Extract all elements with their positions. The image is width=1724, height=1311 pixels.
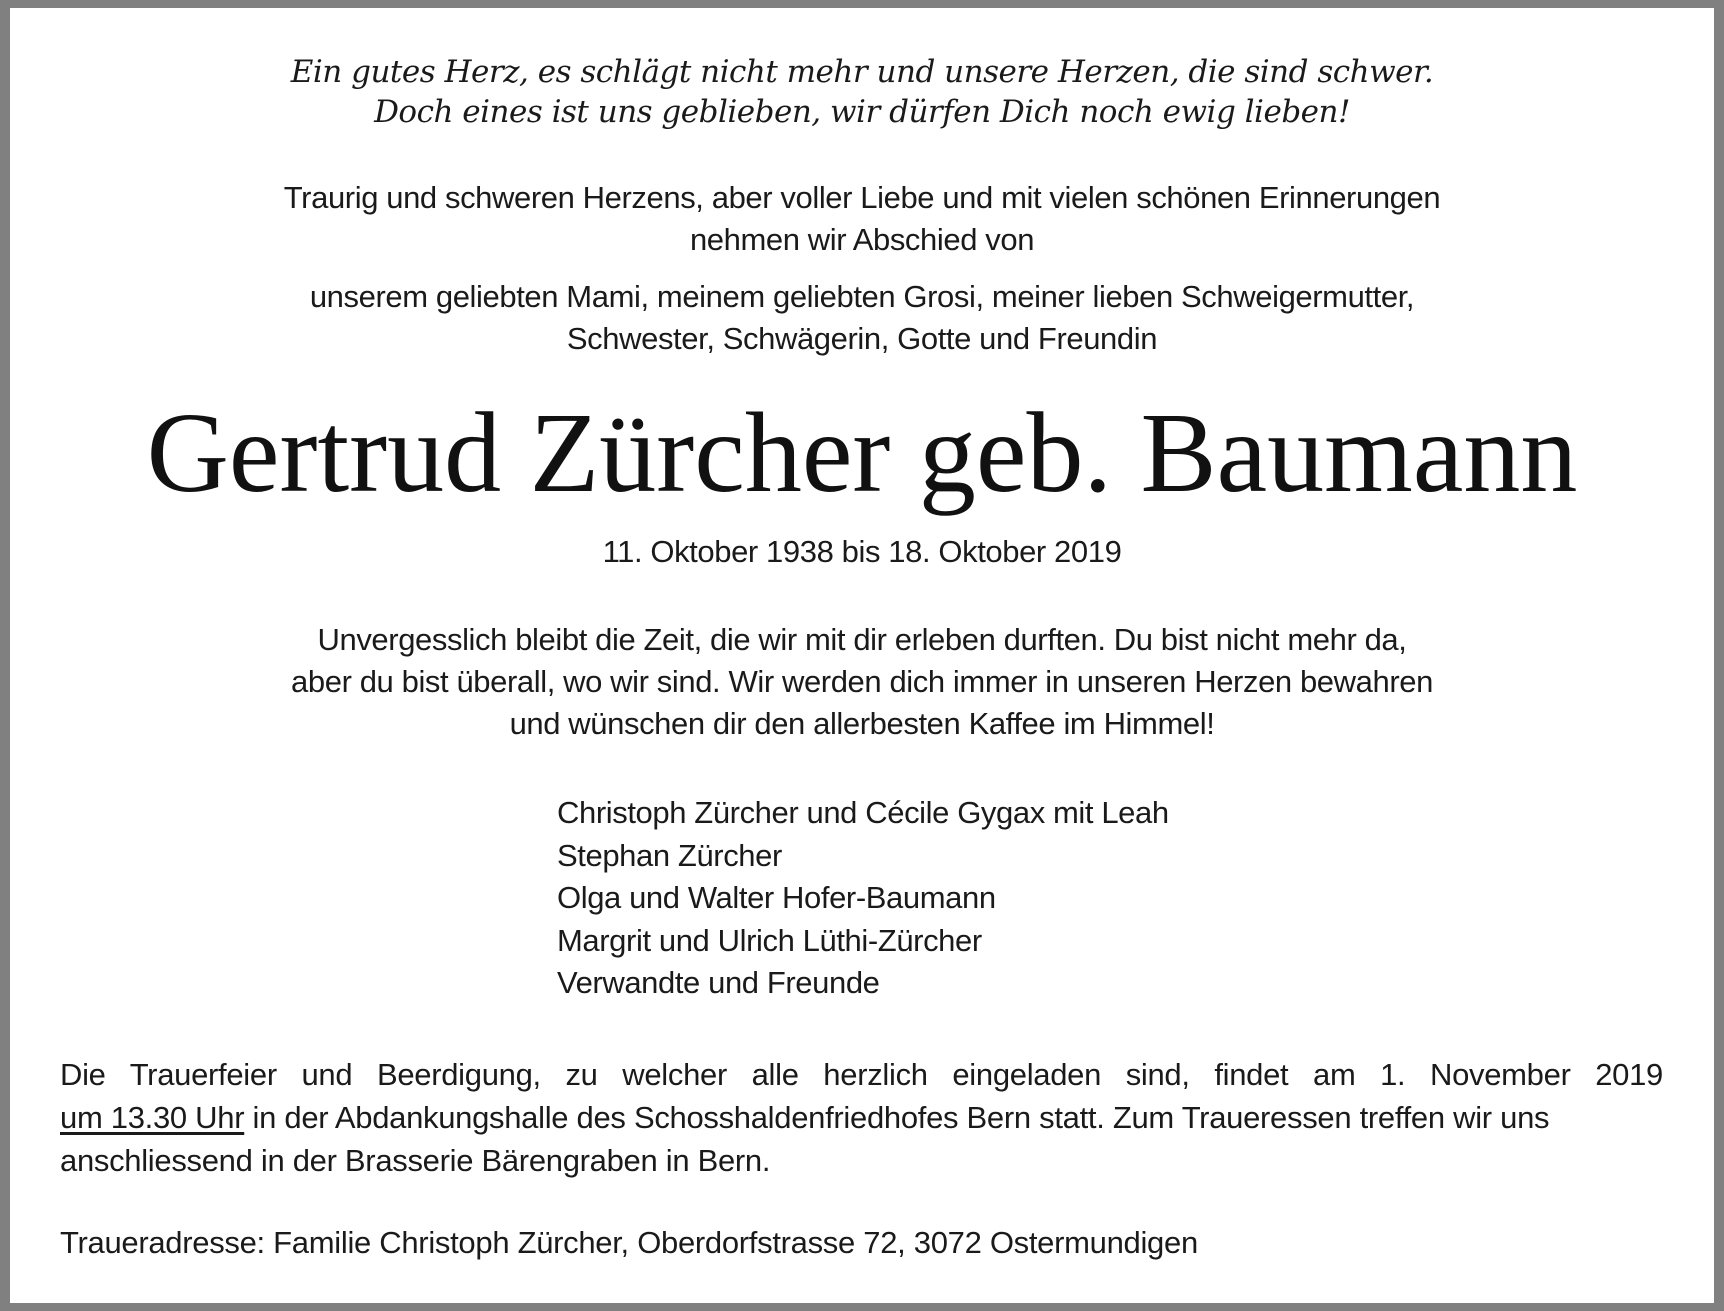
tribute-line-2: aber du bist überall, wo wir sind. Wir werden dich immer in unseren Herzen bewahren xyxy=(291,664,1433,699)
motto-line-2: Doch eines ist uns geblieben, wir dürfen Dich noch ewig lieben! xyxy=(374,94,1350,130)
obituary-notice xyxy=(10,8,1714,1303)
intro-line-2: nehmen wir Abschied von xyxy=(689,222,1035,257)
ceremony-line-1: Die Trauerfeier und Beerdigung, zu welcher alle herzlich eingeladen sind, findet am 1. November 2019 xyxy=(60,1057,1663,1092)
ceremony-time: um 13.30 Uhr xyxy=(60,1100,245,1135)
relations-line-1: unserem geliebten Mami, meinem geliebten Grosi, meiner lieben Schweigermutter, xyxy=(309,279,1415,314)
ceremony-line-3: anschliessend in der Brasserie Bärengraben in Bern. xyxy=(60,1143,771,1178)
intro-line-1: Traurig und schweren Herzens, aber voller Liebe und mit vielen schönen Erinnerungen xyxy=(283,180,1441,215)
address-text: Traueradresse: Familie Christoph Zürcher, Oberdorfstrasse 72, 3072 Ostermundigen xyxy=(60,1225,1198,1260)
motto-line-1: Ein gutes Herz, es schlägt nicht mehr und unsere Herzen, die sind schwer. xyxy=(290,54,1434,90)
mourner-entry: Margrit und Ulrich Lüthi-Zürcher xyxy=(557,922,982,958)
ceremony-paragraph xyxy=(60,1053,1663,1182)
mourner-entry: Olga und Walter Hofer-Baumann xyxy=(557,880,996,915)
life-dates: 11. Oktober 1938 bis 18. Oktober 2019 xyxy=(602,534,1122,569)
relations-line-2: Schwester, Schwägerin, Gotte und Freundin xyxy=(566,321,1158,356)
deceased-name: Gertrud Zürcher geb. Baumann xyxy=(146,389,1578,516)
tribute-line-3: und wünschen dir den allerbesten Kaffee im Himmel! xyxy=(509,706,1215,741)
mourning-address xyxy=(60,1221,1663,1264)
mourner-entry: Verwandte und Freunde xyxy=(557,965,880,1000)
ceremony-line-2 xyxy=(60,1096,1663,1139)
ceremony-line-2-text: in der Abdankungshalle des Schosshaldenfriedhofes Bern statt. Zum Traueressen treffen wir uns xyxy=(244,1100,1550,1135)
mourner-entry: Stephan Zürcher xyxy=(557,837,782,873)
mourner-entry: Christoph Zürcher und Cécile Gygax mit Leah xyxy=(557,795,1169,830)
mourners-list xyxy=(557,792,1169,1005)
tribute-line-1: Unvergesslich bleibt die Zeit, die wir mit dir erleben durften. Du bist nicht mehr da, xyxy=(317,622,1407,657)
